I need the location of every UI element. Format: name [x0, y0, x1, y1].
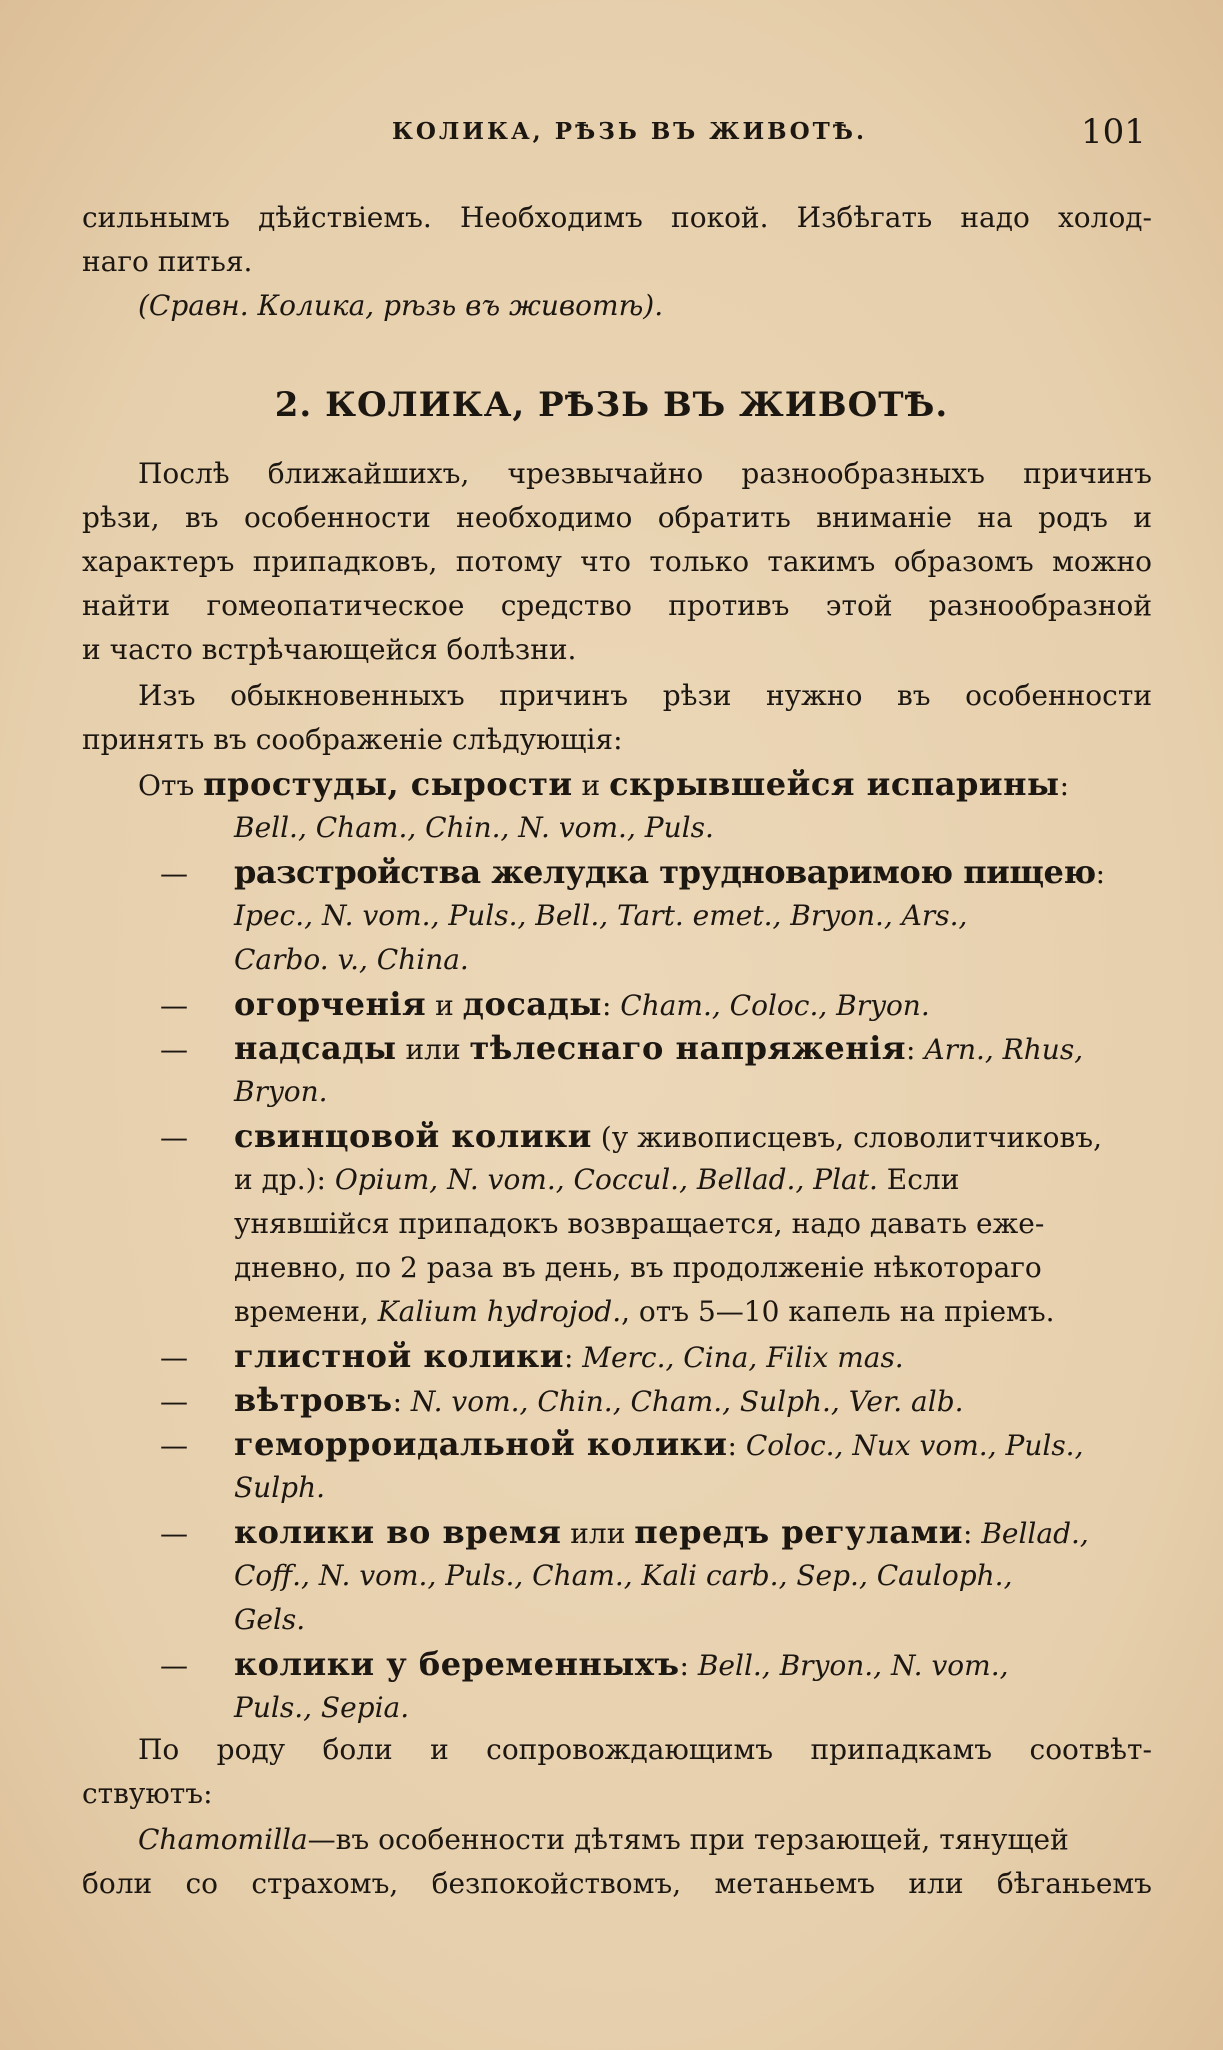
text-line: наго питья.: [82, 245, 253, 278]
pain-paragraph: [82, 1728, 1152, 1816]
text-line: характеръ припадковъ, потому что только такимъ образомъ можно: [82, 545, 1152, 578]
list-item: — надсады или тѣлеснаго напряженія: Arn., Rhus,: [160, 1029, 1084, 1067]
list-item: — глистной колики: Merc., Cina, Filix mas.: [160, 1337, 904, 1375]
text-line: дневно, по 2 раза въ день, въ продолженіе нѣкотораго: [234, 1251, 1042, 1284]
text-line: унявшійся припадокъ возвращается, надо давать еже-: [234, 1207, 1045, 1240]
chamomilla-paragraph: [82, 1818, 1152, 1906]
cross-reference: (Сравн. Колика, рѣзь въ животѣ).: [138, 289, 664, 322]
text-line: Послѣ ближайшихъ, чрезвычайно разнообразныхъ причинъ: [138, 457, 1152, 490]
text-line: ствуютъ:: [82, 1777, 213, 1810]
list-item: — разстройства желудка трудноваримою пищею:: [160, 853, 1106, 891]
text-line: найти гомеопатическое средство противъ этой разнообразной: [82, 589, 1152, 622]
text-line: и др.): Opium, N. vom., Coccul., Bellad., Plat. Если: [234, 1163, 960, 1196]
text-line: Chamomilla—въ особенности дѣтямъ при терзающей, тянущей: [138, 1823, 1069, 1856]
list-item: — геморроидальной колики: Coloc., Nux vom., Puls.,: [160, 1425, 1084, 1463]
remedies: Bryon.: [234, 1075, 328, 1108]
list-item: — огорченія и досады: Cham., Coloc., Bryon.: [160, 985, 930, 1023]
remedies: Sulph.: [234, 1471, 326, 1504]
text-line: Изъ обыкновенныхъ причинъ рѣзи нужно въ особенности: [138, 679, 1152, 712]
intro-paragraph: [82, 452, 1152, 672]
text-line: принять въ соображеніе слѣдующія:: [82, 723, 623, 756]
remedies: Bell., Cham., Chin., N. vom., Puls.: [234, 811, 714, 844]
section-heading: 2. КОЛИКА, РѢЗЬ ВЪ ЖИВОТѢ.: [274, 385, 949, 425]
list-item: — колики у беременныхъ: Bell., Bryon., N. vom.,: [160, 1645, 1009, 1683]
text-line: боли со страхомъ, безпокойствомъ, метаньемъ или бѣганьемъ: [82, 1867, 1152, 1900]
remedies: Gels.: [234, 1603, 306, 1636]
remedies: Carbo. v., China.: [234, 943, 469, 976]
page-number: 101: [1081, 112, 1146, 152]
remedies: Ipec., N. vom., Puls., Bell., Tart. emet., Bryon., Ars.,: [234, 899, 968, 932]
text-line: рѣзи, въ особенности необходимо обратить вниманіе на родъ и: [82, 501, 1152, 534]
remedies: Coff., N. vom., Puls., Cham., Kali carb., Sep., Caulоph.,: [234, 1559, 1013, 1592]
text-line: времени, Kalium hydrojod., отъ 5—10 капель на пріемъ.: [234, 1295, 1055, 1328]
running-head: КОЛИКА, РѢЗЬ ВЪ ЖИВОТѢ.: [392, 118, 868, 145]
causes-list: [82, 762, 1152, 1730]
list-item: — колики во время или передъ регулами: Bellad.,: [160, 1513, 1089, 1551]
text-line: По роду боли и сопровождающимъ припадкамъ соотвѣт-: [138, 1733, 1152, 1766]
causes-paragraph: [82, 674, 1152, 762]
top-paragraph: [82, 196, 1152, 328]
list-item: — свинцовой колики (у живописцевъ, словолитчиковъ,: [160, 1117, 1103, 1155]
list-item: Отъ простуды, сырости и скрывшейся испарины:: [138, 765, 1070, 803]
text-line: сильнымъ дѣйствіемъ. Необходимъ покой. Избѣгать надо холод-: [82, 201, 1152, 234]
remedies: Puls., Sepia.: [234, 1691, 410, 1724]
list-item: — вѣтровъ: N. vom., Chin., Cham., Sulph., Ver. alb.: [160, 1381, 964, 1419]
text-line: и часто встрѣчающейся болѣзни.: [82, 633, 577, 666]
